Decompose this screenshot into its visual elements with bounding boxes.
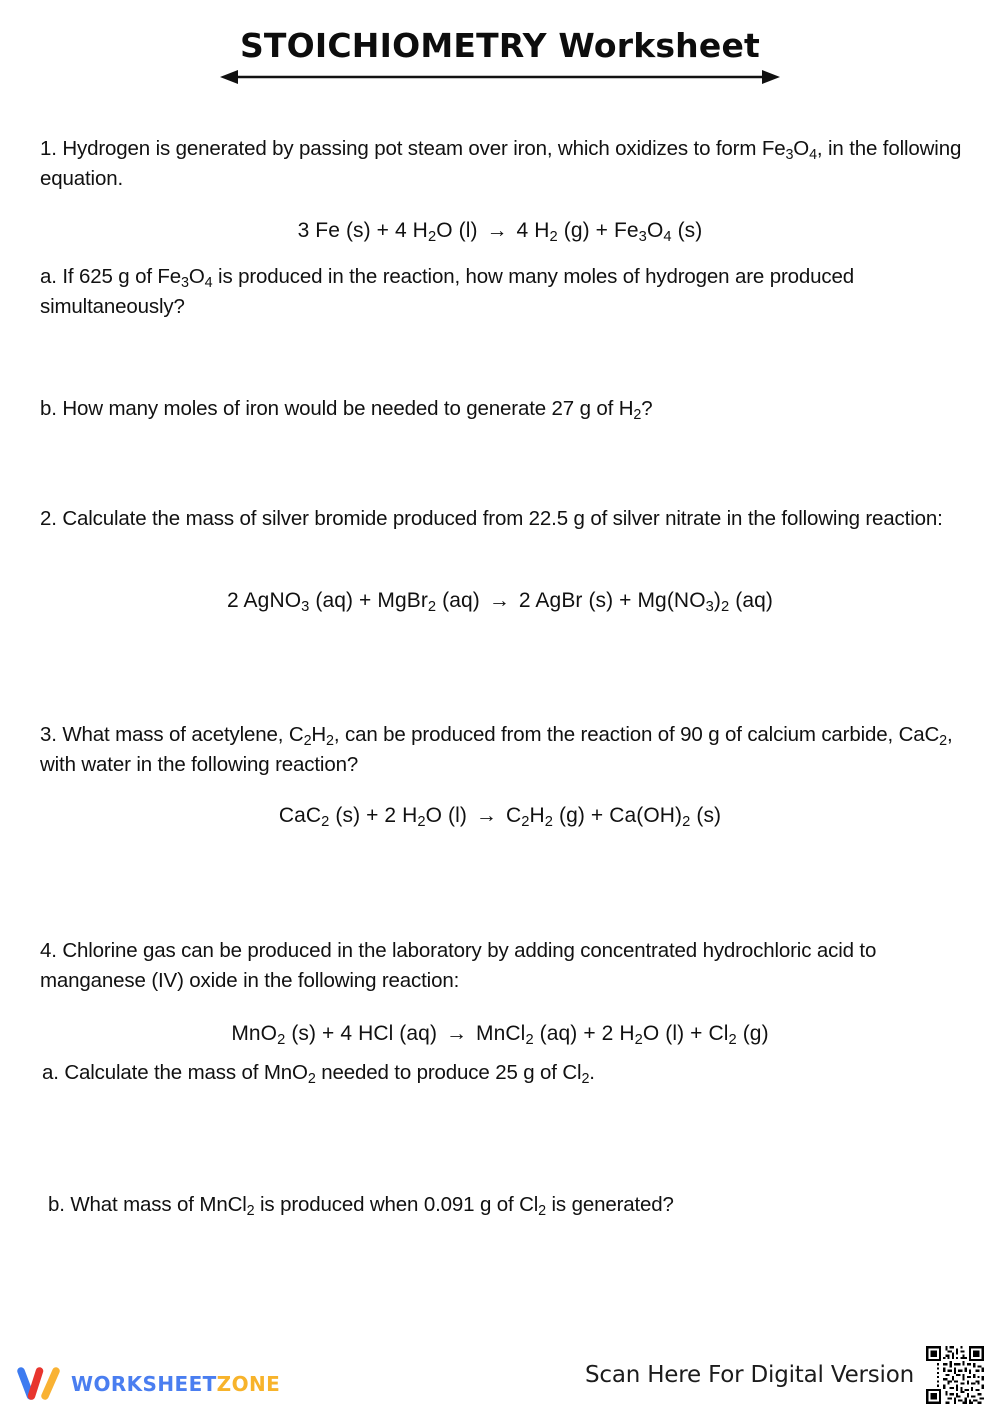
qr-code-icon[interactable] <box>924 1344 986 1406</box>
question-3-equation: CaC$_2$ (s) + 2 $H_2O$ $(l) \to C_2H_2$ $(g) + Ca(OH)_2$ (s) <box>278 804 722 831</box>
question-4a <box>42 1058 964 1088</box>
brand-worksheet-text: WORKSHEET <box>71 1372 217 1396</box>
question-1-text: 1. Hydrogen is generated by passing pot steam over iron, which oxidizes to form $Fe_3O_4$, in the following equation. <box>40 137 962 190</box>
question-4a-text: a. Calculate the mass of MnO$_2$ needed to produce 25 g of $Cl_2$. <box>42 1061 595 1088</box>
worksheet-header <box>0 26 1000 86</box>
double-arrow-divider-icon <box>220 68 780 86</box>
question-4b-text: b. What mass of MnCl$_2$ is produced when 0.091 g of $Cl_2$ is generated? <box>48 1193 674 1220</box>
question-4b <box>48 1190 970 1220</box>
question-1b <box>40 394 962 424</box>
question-4-text: 4. Chlorine gas can be produced in the laboratory by adding concentrated hydrochloric acid to manganese (IV) oxide in the following reaction: <box>40 939 877 992</box>
question-2-text: 2. Calculate the mass of silver bromide produced from 22.5 g of silver nitrate in the following reaction: <box>40 507 943 530</box>
question-3-prompt <box>40 720 962 780</box>
question-2-equation: 2 AgNO$_3$ (aq) + MgBr$_2$ (aq) → 2 AgBr $(s) + Mg(NO_3)_2$ (aq) <box>227 589 773 616</box>
page-title: STOICHIOMETRY Worksheet <box>239 26 761 65</box>
worksheet-zone-logo-icon <box>16 1366 62 1402</box>
worksheet-zone-brand[interactable] <box>16 1366 280 1402</box>
question-1a <box>40 262 962 322</box>
scan-section <box>585 1344 986 1406</box>
question-2-prompt <box>40 504 962 534</box>
brand-zone-text: ZONE <box>216 1372 281 1396</box>
scan-here-label: Scan Here For Digital Version <box>584 1362 914 1388</box>
question-1-equation: 3 Fe (s) + 4 $H_2O$ (l) → 4 $H_2$ $(g) + Fe_3O_4$ (s) <box>297 219 703 246</box>
question-1a-text: a. If 625 g of $Fe_3O_4$ is produced in the reaction, how many moles of hydrogen are produced simultaneously? <box>40 265 854 318</box>
page-footer <box>0 1324 1000 1414</box>
brand-wordmark <box>71 1372 280 1396</box>
question-4-equation: MnO$_2$ (s) + 4 HCl (aq) → MnCl$_2$ (aq) + 2 $H_2O$ $(l) + Cl_2$ (g) <box>231 1022 769 1049</box>
question-1b-text: b. How many moles of iron would be needed to generate 27 g of $H_2$? <box>40 397 653 424</box>
question-4-prompt <box>40 936 962 996</box>
question-3-text: 3. What mass of acetylene, $C_2H_2$, can be produced from the reaction of 90 g of calcium carbide, CaC$_2$, with water in the following reaction? <box>40 723 953 776</box>
question-1-prompt <box>40 134 962 194</box>
